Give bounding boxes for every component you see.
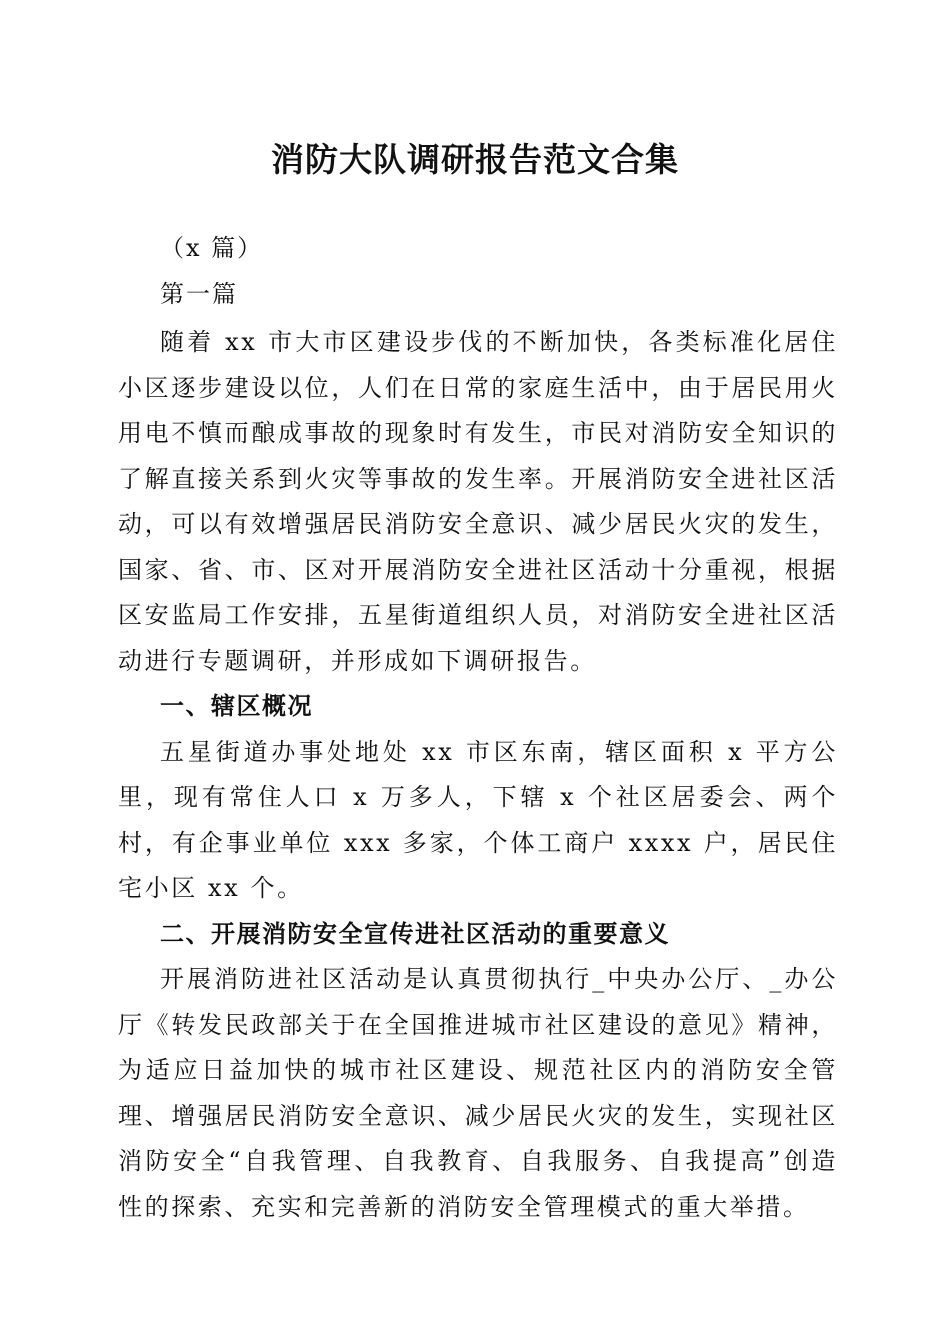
section1-paragraph: 五星街道办事处地处 xx 市区东南，辖区面积 x 平方公里，现有常住人口 x 万多人，下辖 x 个社区居委会、两个村，有企事业单位 xxx 多家，个体工商户 xxxx 户，居民住宅小区 xx 个。 bbox=[118, 737, 838, 902]
document-body bbox=[118, 320, 838, 1230]
section1-heading: 一、辖区概况 bbox=[160, 692, 313, 720]
section2-heading: 二、开展消防安全宣传进社区活动的重要意义 bbox=[160, 919, 670, 948]
section2-paragraph: 开展消防进社区活动是认真贯彻执行_中央办公厅、_办公厅《转发民政部关于在全国推进城市社区建设的意见》精神，为适应日益加快的城市社区建设、规范社区内的消防安全管理、增强居民消防安全意识、减少居民火灾的发生，实现社区消防安全“自我管理、自我教育、自我服务、自我提高”创造性的探索、充实和完善新的消防安全管理模式的重大举措。 bbox=[118, 965, 838, 1221]
chapter-label: 第一篇 bbox=[160, 280, 238, 308]
article-count-note: （x 篇） bbox=[160, 234, 264, 262]
document-title: 消防大队调研报告范文合集 bbox=[271, 140, 679, 179]
intro-paragraph: 随着 xx 市大市区建设步伐的不断加快，各类标准化居住小区逐步建设以位，人们在日常的家庭生活中，由于居民用火用电不慎而酿成事故的现象时有发生，市民对消防安全知识的了解直接关系到火灾等事故的发生率。开展消防安全进社区活动，可以有效增强居民消防安全意识、减少居民火灾的发生，国家、省、市、区对开展消防安全进社区活动十分重视，根据区安监局工作安排，五星街道组织人员，对消防安全进社区活动进行专题调研，并形成如下调研报告。 bbox=[118, 328, 838, 675]
